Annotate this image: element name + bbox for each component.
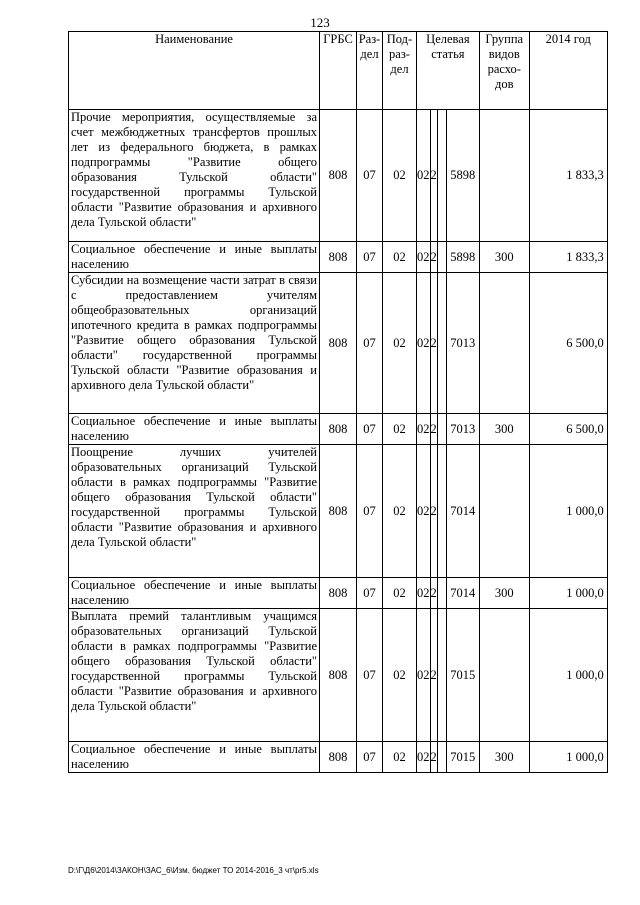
table-cell-podrazdel: 02 — [383, 578, 417, 609]
table-cell-target-subprogram: 2 — [430, 273, 437, 414]
table-cell-grbs: 808 — [320, 578, 357, 609]
table-cell-name: Социальное обеспечение и иные выплаты населению — [69, 742, 320, 773]
table-cell-target-subprogram: 2 — [430, 242, 437, 273]
header-expense-group: Группа видов расхо- дов — [479, 32, 529, 110]
table-cell-name: Социальное обеспечение и иные выплаты населению — [69, 578, 320, 609]
table-cell-name: Выплата премий талантливым учащимся образовательных организаций Тульской области в рамках подпрограммы "Развитие общего образования Тульской области" государственной программы Тульской области "Развитие образования и архивного дела Тульской области" — [69, 609, 320, 742]
table-row — [69, 110, 608, 242]
file-path-footer: D:\Г\Д6\2014\ЗАКОН\ЗАС_6\Изм. бюджет ТО 2014-2016_3 чт\pr5.xls — [68, 866, 319, 875]
table-cell-target-code: 7013 — [446, 273, 479, 414]
table-cell-expense-group — [479, 110, 529, 242]
header-name: Наименование — [69, 32, 320, 110]
table-cell-target-program: 02 — [417, 609, 431, 742]
table-cell-target-subprogram: 2 — [430, 742, 437, 773]
table-cell-target-subprogram: 2 — [430, 110, 437, 242]
table-row — [69, 609, 608, 742]
table-cell-amount: 6 500,0 — [529, 414, 607, 445]
header-podrazdel: Под- раз- дел — [383, 32, 417, 110]
header-year-2014: 2014 год — [529, 32, 607, 110]
table-cell-target-code: 7014 — [446, 578, 479, 609]
table-cell-expense-group: 300 — [479, 242, 529, 273]
table-cell-name: Субсидии на возмещение части затрат в связи с предоставлением учителям общеобразовательных организаций ипотечного кредита в рамках подпрограммы "Развитие общего образования Тульской области" государственной программы Тульской области "Развитие образования и архивного дела Тульской области" — [69, 273, 320, 414]
table-cell-target-code: 7014 — [446, 445, 479, 578]
table-cell-grbs: 808 — [320, 609, 357, 742]
table-cell-amount: 1 000,0 — [529, 742, 607, 773]
table-cell-amount: 1 000,0 — [529, 445, 607, 578]
table-cell-amount: 1 833,3 — [529, 110, 607, 242]
table-cell-razdel: 07 — [357, 414, 383, 445]
table-cell-amount: 1 000,0 — [529, 609, 607, 742]
table-cell-target-code: 7015 — [446, 609, 479, 742]
header-razdel: Раз- дел — [357, 32, 383, 110]
table-cell-target-code: 5898 — [446, 110, 479, 242]
table-cell-razdel: 07 — [357, 609, 383, 742]
table-cell-target-program: 02 — [417, 414, 431, 445]
table-cell-podrazdel: 02 — [383, 414, 417, 445]
table-cell-podrazdel: 02 — [383, 242, 417, 273]
table-cell-razdel: 07 — [357, 242, 383, 273]
table-cell-razdel: 07 — [357, 110, 383, 242]
table-cell-target-blank — [437, 609, 446, 742]
table-cell-grbs: 808 — [320, 110, 357, 242]
table-row — [69, 273, 608, 414]
table-cell-target-program: 02 — [417, 445, 431, 578]
table-cell-target-blank — [437, 742, 446, 773]
table-cell-expense-group — [479, 273, 529, 414]
table-cell-name: Прочие мероприятия, осуществляемые за счет межбюджетных трансфертов прошлых лет из федерального бюджета, в рамках подпрограммы "Развитие общего образования Тульской области" государственной программы Тульской области "Развитие образования и архивного дела Тульской области" — [69, 110, 320, 242]
table-cell-podrazdel: 02 — [383, 273, 417, 414]
header-target-article: Целевая статья — [417, 32, 480, 110]
table-row — [69, 414, 608, 445]
table-cell-grbs: 808 — [320, 414, 357, 445]
table-cell-target-subprogram: 2 — [430, 578, 437, 609]
table-cell-target-blank — [437, 445, 446, 578]
table-cell-target-blank — [437, 242, 446, 273]
table-row — [69, 742, 608, 773]
table-cell-name: Поощрение лучших учителей образовательных организаций Тульской области в рамках подпрограммы "Развитие общего образования Тульской области" государственной программы Тульской области "Развитие образования и архивного дела Тульской области" — [69, 445, 320, 578]
table-cell-expense-group: 300 — [479, 414, 529, 445]
table-body — [69, 110, 608, 773]
table-cell-podrazdel: 02 — [383, 445, 417, 578]
table-cell-expense-group — [479, 445, 529, 578]
table-cell-target-code: 7015 — [446, 742, 479, 773]
table-cell-target-blank — [437, 273, 446, 414]
table-cell-amount: 1 000,0 — [529, 578, 607, 609]
table-cell-grbs: 808 — [320, 273, 357, 414]
table-cell-grbs: 808 — [320, 242, 357, 273]
table-cell-target-program: 02 — [417, 110, 431, 242]
table-cell-razdel: 07 — [357, 273, 383, 414]
table-cell-target-blank — [437, 414, 446, 445]
table-cell-target-subprogram: 2 — [430, 609, 437, 742]
table-cell-name: Социальное обеспечение и иные выплаты населению — [69, 414, 320, 445]
table-cell-target-program: 02 — [417, 578, 431, 609]
table-cell-amount: 6 500,0 — [529, 273, 607, 414]
table-row — [69, 578, 608, 609]
table-cell-amount: 1 833,3 — [529, 242, 607, 273]
table-cell-grbs: 808 — [320, 445, 357, 578]
table-cell-expense-group: 300 — [479, 742, 529, 773]
table-cell-target-program: 02 — [417, 742, 431, 773]
table-cell-target-blank — [437, 110, 446, 242]
header-grbs: ГРБС — [320, 32, 357, 110]
table-cell-razdel: 07 — [357, 445, 383, 578]
table-row — [69, 242, 608, 273]
table-cell-target-program: 02 — [417, 273, 431, 414]
table-cell-target-code: 7013 — [446, 414, 479, 445]
table-cell-target-program: 02 — [417, 242, 431, 273]
table-row — [69, 445, 608, 578]
table-cell-podrazdel: 02 — [383, 609, 417, 742]
table-cell-name: Социальное обеспечение и иные выплаты населению — [69, 242, 320, 273]
table-cell-expense-group — [479, 609, 529, 742]
table-cell-target-subprogram: 2 — [430, 445, 437, 578]
table-cell-target-blank — [437, 578, 446, 609]
table-cell-podrazdel: 02 — [383, 110, 417, 242]
table-cell-expense-group: 300 — [479, 578, 529, 609]
table-cell-grbs: 808 — [320, 742, 357, 773]
budget-table — [68, 31, 608, 773]
table-cell-razdel: 07 — [357, 578, 383, 609]
table-cell-podrazdel: 02 — [383, 742, 417, 773]
table-cell-target-subprogram: 2 — [430, 414, 437, 445]
table-cell-target-code: 5898 — [446, 242, 479, 273]
page-number: 123 — [310, 15, 330, 30]
table-cell-razdel: 07 — [357, 742, 383, 773]
